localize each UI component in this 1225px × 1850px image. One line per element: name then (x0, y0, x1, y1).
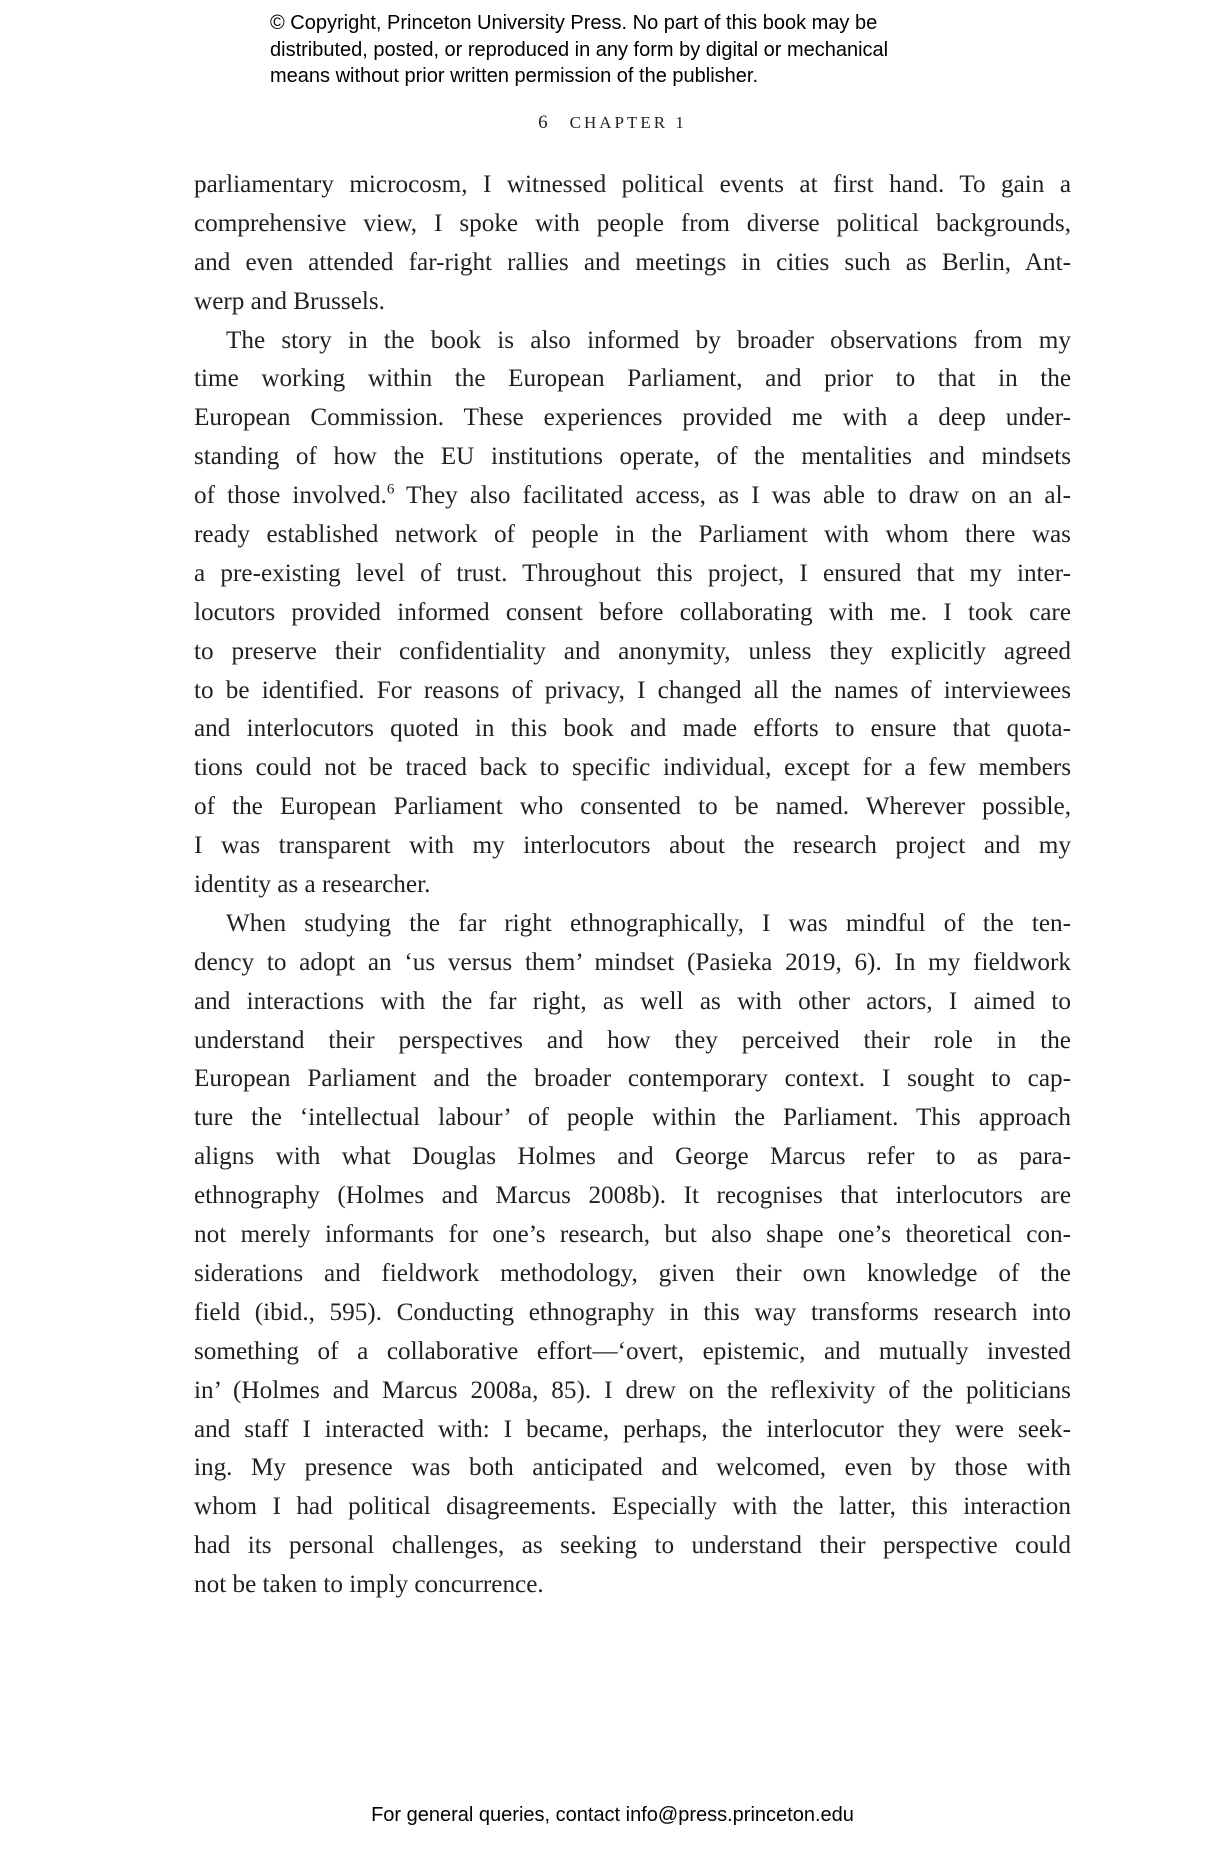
text-line: parliamentary microcosm, I witnessed political events at first hand. To gain a (194, 171, 1071, 198)
text-line: European Commission. These experiences provided me with a deep under- (194, 404, 1071, 432)
text-line: ready established network of people in the Parliament with whom there was (194, 521, 1071, 549)
footer-contact: For general queries, contact info@press.princeton.edu (371, 1804, 854, 1826)
chapter-label: CHAPTER 1 (569, 113, 687, 132)
text-line: to be identified. For reasons of privacy, I changed all the names of interviewees (194, 676, 1071, 704)
text-line: time working within the European Parliament, and prior to that in the (194, 365, 1071, 393)
text-line: and interactions with the far right, as well as with other actors, I aimed to (194, 987, 1071, 1015)
text-line: whom I had political disagreements. Especially with the latter, this interaction (194, 1493, 1071, 1521)
text-line: field (ibid., 595). Conducting ethnography in this way transforms research into (194, 1298, 1071, 1326)
paragraph (194, 166, 1071, 322)
text-line: werp and Brussels. (194, 287, 385, 315)
text-line: When studying the far right ethnographically, I was mindful of the ten- (226, 909, 1071, 937)
copyright-notice (270, 10, 888, 90)
text-line: aligns with what Douglas Holmes and George Marcus refer to as para- (194, 1143, 1071, 1171)
text-line: not merely informants for one’s research, but also shape one’s theoretical con- (194, 1221, 1071, 1249)
text-line: to preserve their confidentiality and anonymity, unless they explicitly agreed (194, 637, 1071, 665)
text-line: and staff I interacted with: I became, perhaps, the interlocutor they were seek- (194, 1415, 1071, 1443)
text-line: had its personal challenges, as seeking to understand their perspective could (194, 1532, 1071, 1560)
text-fragment: They also facilitated access, as I was able to draw on an al- (394, 482, 1071, 510)
text-line: siderations and fieldwork methodology, given their own knowledge of the (194, 1259, 1071, 1287)
paragraph (194, 905, 1071, 1605)
text-line: The story in the book is also informed by broader observations from my (226, 326, 1071, 354)
text-line: not be taken to imply concurrence. (194, 1571, 544, 1599)
text-line: tions could not be traced back to specific individual, except for a few members (194, 754, 1071, 782)
text-line: ethnography (Holmes and Marcus 2008b). It recognises that interlocutors are (194, 1182, 1071, 1210)
text-line: ture the ‘intellectual labour’ of people within the Parliament. This approach (194, 1104, 1071, 1132)
text-line: and even attended far-right rallies and meetings in cities such as Berlin, Ant- (194, 248, 1071, 276)
text-line: dency to adopt an ‘us versus them’ mindset (Pasieka 2019, 6). In my fieldwork (194, 948, 1071, 976)
body-text (194, 166, 1071, 1605)
running-head (0, 112, 1225, 134)
text-line (194, 477, 1071, 516)
page-number: 6 (538, 112, 548, 133)
text-line: ing. My presence was both anticipated and welcomed, even by those with (194, 1454, 1071, 1482)
text-line: of the European Parliament who consented to be named. Wherever possible, (194, 793, 1071, 821)
text-line: identity as a researcher. (194, 871, 431, 899)
footnote-reference[interactable]: 6 (386, 481, 395, 498)
text-line: in’ (Holmes and Marcus 2008a, 85). I drew on the reflexivity of the politicians (194, 1376, 1071, 1404)
text-line: locutors provided informed consent before collaborating with me. I took care (194, 598, 1071, 626)
paragraph (194, 322, 1071, 905)
copyright-line: means without prior written permission of the publisher. (270, 65, 759, 87)
copyright-line: © Copyright, Princeton University Press. No part of this book may be (270, 12, 878, 34)
copyright-line: distributed, posted, or reproduced in any form by digital or mechanical (270, 38, 889, 61)
text-line: European Parliament and the broader contemporary context. I sought to cap- (194, 1065, 1071, 1093)
text-line: standing of how the EU institutions operate, of the mentalities and mindsets (194, 443, 1071, 471)
text-line: understand their perspectives and how they perceived their role in the (194, 1026, 1071, 1054)
text-line: comprehensive view, I spoke with people from diverse political backgrounds, (194, 209, 1071, 237)
text-line: and interlocutors quoted in this book and made efforts to ensure that quota- (194, 715, 1071, 743)
text-line: something of a collaborative effort—‘overt, epistemic, and mutually invested (194, 1337, 1071, 1365)
text-fragment: of those involved. (194, 482, 387, 510)
text-line: I was transparent with my interlocutors about the research project and my (194, 832, 1071, 860)
text-line: a pre-existing level of trust. Throughout this project, I ensured that my inter- (194, 559, 1071, 587)
